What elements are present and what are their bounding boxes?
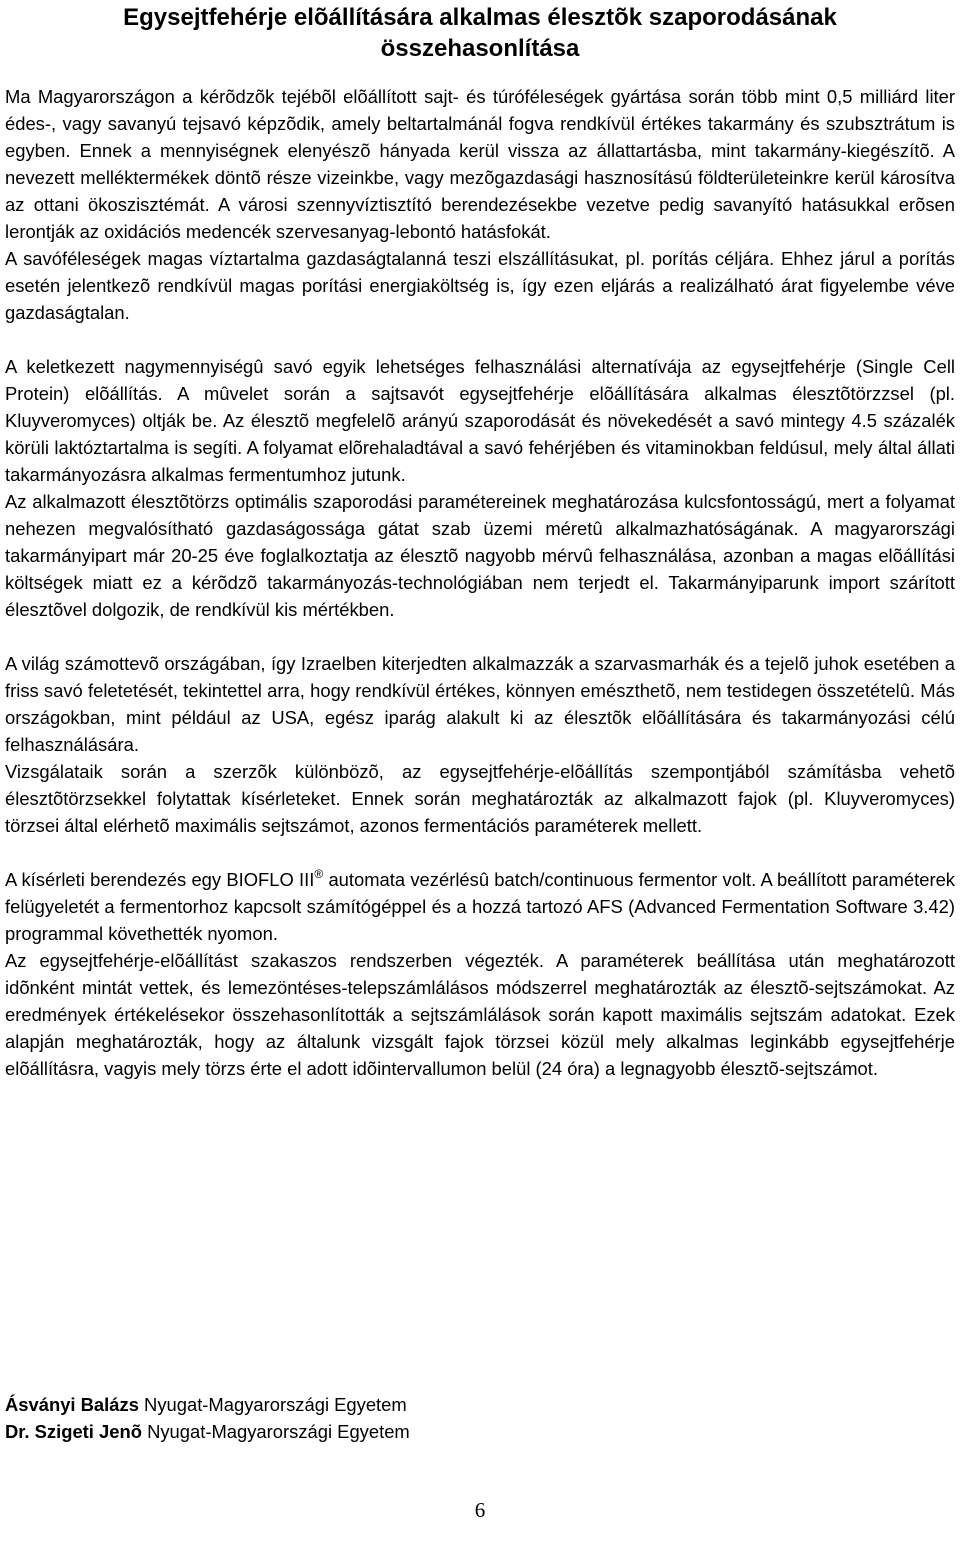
author-name: Ásványi Balázs xyxy=(5,1394,139,1415)
paragraph-world-usage: A világ számottevõ országában, így Izraelben kiterjedten alkalmazzák a szarvasmarhák és a tejelõ juhok esetében a friss savó feletetését, tekintettel arra, hogy rendkívül értékes, könnyen emészthetõ, nem testidegen összetételû. Más országokban, mint például az USA, egész iparág alakult ki az élesztõk elõállítására és takarmányozási célú felhasználására. xyxy=(5,653,955,755)
author-affiliation: Nyugat-Magyarországi Egyetem xyxy=(141,1421,410,1442)
author-line xyxy=(5,1391,410,1418)
authors-block xyxy=(5,1391,410,1445)
paragraph-whey-drying: A savóféleségek magas víztartalma gazdaságtalanná teszi elszállításukat, pl. porítás céljára. Ehhez járul a porítás esetén jelentkezõ rendkívül magas porítási energiaköltség is, így ezen eljárás a realizálható árat figyelembe véve gazdaságtalan. xyxy=(5,248,955,323)
equipment-text-start: A kísérleti berendezés egy BIOFLO III xyxy=(5,869,315,890)
paragraph-experiments: Vizsgálataik során a szerzõk különbözõ, az egysejtfehérje-elõállítás szempontjából számításba vehetõ élesztõtörzsekkel folytattak kísérleteket. Ennek során meghatározták az alkalmazott fajok (pl. Kluyveromyces) törzsei által elérhetõ maximális sejtszámot, azonos fermentációs paraméterek mellett. xyxy=(5,761,955,836)
article-body xyxy=(5,83,955,1082)
equipment-text-end: automata vezérlésû batch/continuous fermentor volt. A beállított paraméterek felügyeletét a fermentorhoz kapcsolt számítógéppel és a hozzá tartozó AFS (Advanced Fermentation Software 3.42) programmal követhették nyomon. xyxy=(5,869,955,944)
registered-mark: ® xyxy=(314,867,324,881)
title-line-1: Egysejtfehérje elõállítására alkalmas élesztõk szaporodásának xyxy=(123,4,837,31)
document-page xyxy=(5,0,955,1442)
author-affiliation: Nyugat-Magyarországi Egyetem xyxy=(138,1394,407,1415)
paragraph-methods: Az egysejtfehérje-elõállítást szakaszos rendszerben végezték. A paraméterek beállítása után meghatározott idõnként mintát vettek, és lemezöntéses-telepszámlálásos módszerrel meghatározták az élesztõ-sejtszámokat. Az eredmények értékelésekor összehasonlították a sejtszámlálások során kapott maximális sejtszám adatokat. Ezek alapján meghatározták, hogy az általunk vizsgált fajok törzsei közül mely alkalmas leginkább egysejtfehérje elõállításra, vagyis mely törzs érte el adott idõintervallumon belül (24 óra) a legnagyobb élesztõ-sejtszámot. xyxy=(5,950,955,1079)
paragraph-yeast-strain: Az alkalmazott élesztõtörzs optimális szaporodási paramétereinek meghatározása kulcsfontosságú, mert a folyamat nehezen megvalósítható gazdaságossága gátat szab üzemi méretû alkalmazhatóságának. A magyarországi takarmányipart már 20-25 éve foglalkoztatja az élesztõ nagyobb mérvû felhasználása, azonban a magas elõállítási költségek miatt ez a kérõdzõ takarmányozás-technológiában nem terjedt el. Takarmányiparunk import szárított élesztõvel dolgozik, de rendkívül kis mértékben. xyxy=(5,491,955,620)
paragraph-intro: Ma Magyarországon a kérõdzõk tejébõl elõállított sajt- és túróféleségek gyártása során több mint 0,5 milliárd liter édes-, vagy savanyú tejsavó képzõdik, amely beltartalmánál fogva rendkívül értékes takarmány és szubsztrátum is egyben. Ennek a mennyiségnek elenyészõ hányada kerül vissza az állattartásba, mint takarmány-kiegészítõ. A nevezett melléktermékek döntõ része vizeinkbe, vagy mezõgazdasági hasznosítású földterületeinkre kerül károsítva az ottani ökoszisztémát. A városi szennyvíztisztító berendezésekbe vezetve pedig savanyító hatásukkal erõsen lerontják az oxidációs medencék szervesanyag-lebontó hatásfokát. xyxy=(5,86,955,242)
author-name: Dr. Szigeti Jenõ xyxy=(5,1421,142,1442)
author-line xyxy=(5,1418,410,1445)
title-line-2: összehasonlítása xyxy=(380,35,580,62)
paragraph-single-cell-protein: A keletkezett nagymennyiségû savó egyik lehetséges felhasználási alternatívája az egysejtfehérje (Single Cell Protein) elõállítás. A mûvelet során a sajtsavót egysejtfehérje elõállítására alkalmas élesztõtörzzsel (pl. Kluyveromyces) oltják be. Az élesztõ megfelelõ arányú szaporodását és növekedését a savó mintegy 4.5 százalék körüli laktóztartalma is segíti. A folyamat elõrehaladtával a savó fehérjében és vitaminokban feldúsul, mely által állati takarmányozásra alkalmas fermentumhoz jutunk. xyxy=(5,356,955,485)
page-number: 6 xyxy=(474,1498,486,1522)
document-title xyxy=(5,0,955,64)
paragraph-equipment xyxy=(5,866,955,947)
